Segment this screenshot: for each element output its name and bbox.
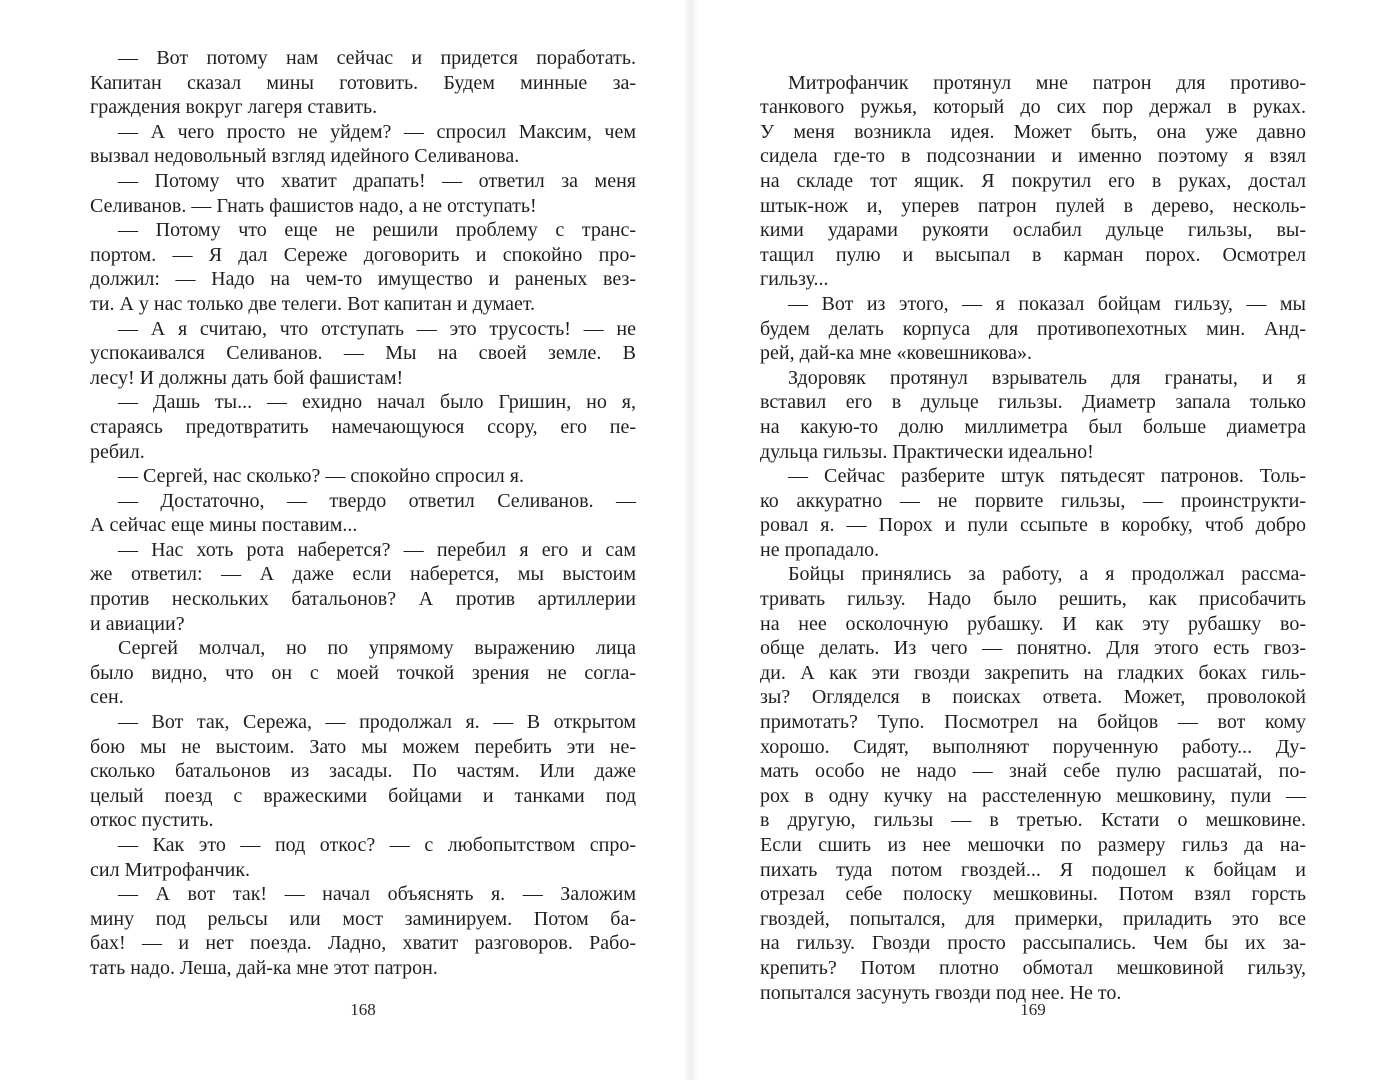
text-line: портом. — Я дал Сереже договорить и спокойно про-	[90, 243, 636, 266]
text-line: на нее осколочную рубашку. И как эту рубашку во-	[760, 612, 1306, 635]
text-line: танкового ружья, который до сих пор держал в руках.	[760, 96, 1306, 119]
text-line: сен.	[90, 686, 124, 709]
text-line: обще делать. Из чего — понятно. Для этого есть гвоз-	[760, 637, 1306, 660]
text-line: лесу! И должны дать бой фашистам!	[90, 366, 404, 389]
text-line: на какую-то долю миллиметра был больше диаметра	[760, 415, 1306, 438]
text-line: граждения вокруг лагеря ставить.	[90, 96, 378, 119]
text-line: же ответил: — А даже если наберется, мы выстоим	[90, 563, 636, 586]
text-line: было видно, что он с моей точкой зрения не согла-	[90, 661, 636, 684]
text-line: мать особо не надо — знай себе пулю расшатай, по-	[760, 760, 1306, 783]
text-line: должил: — Надо на чем-то имущество и раненых вез-	[90, 268, 636, 291]
text-line: сидела где-то в подсознании и именно поэтому я взял	[760, 145, 1306, 168]
text-line: ти. А у нас только две телеги. Вот капитан и думает.	[90, 292, 536, 315]
text-line: кими ударами рукояти ослабил дульце гильзы, вы-	[760, 219, 1306, 242]
text-line: Здоровяк протянул взрыватель для гранаты, и я	[788, 366, 1306, 389]
text-line: ровал я. — Порох и пули ссыпьте в коробку, чтоб добро	[760, 514, 1306, 537]
text-line: зы? Огляделся в поисках ответа. Может, проволокой	[760, 686, 1306, 709]
text-line: вызвал недовольный взгляд идейного Селиванова.	[90, 145, 520, 168]
text-line: — А я считаю, что отступать — это трусость! — не	[118, 317, 636, 340]
text-line: Селиванов. — Гнать фашистов надо, а не отступать!	[90, 194, 537, 217]
text-line: бах! — и нет поезда. Ладно, хватит разговоров. Рабо-	[90, 932, 636, 955]
text-line	[760, 46, 1306, 71]
text-line: тать надо. Леша, дай-ка мне этот патрон.	[90, 956, 438, 979]
right-page-text	[760, 46, 1306, 1005]
text-line: — А вот так! — начал объяснять я. — Заложим	[118, 883, 636, 906]
text-line: — А чего просто не уйдем? — спросил Максим, чем	[118, 120, 636, 143]
book-gutter	[683, 0, 699, 1080]
left-page-text	[90, 46, 636, 981]
text-line: на складе тот ящик. Я покрутил его в руках, достал	[760, 169, 1306, 192]
text-line: — Потому что еще не решили проблему с транс-	[118, 219, 636, 242]
left-page-number: 168	[350, 1000, 376, 1019]
text-line: гвоздей, попытался, для примерки, приладить это все	[760, 907, 1306, 930]
text-line: Если сшить из нее мешочки по размеру гильз да на-	[760, 834, 1306, 856]
text-line: хорошо. Сидят, выполняют порученную работу... Ду-	[760, 735, 1306, 758]
text-line: У меня возникла идея. Может быть, она уже давно	[760, 120, 1306, 143]
text-line: Бойцы принялись за работу, а я продолжал рассма-	[788, 563, 1306, 586]
text-line: тащил пулю и высыпал в карман порох. Осмотрел	[760, 243, 1306, 266]
left-page	[90, 46, 636, 1046]
text-line: против нескольких батальонов? А против артиллерии	[90, 588, 636, 611]
text-line: рох в одну кучку на расстеленную мешковину, пули —	[760, 784, 1306, 807]
text-line: сил Митрофанчик.	[90, 858, 251, 881]
text-line: — Достаточно, — твердо ответил Селиванов. —	[118, 489, 636, 512]
text-line: А сейчас еще мины поставим...	[90, 514, 358, 537]
text-line: — Сергей, нас сколько? — спокойно спросил я.	[118, 465, 524, 488]
text-line: отрезал себе полоску мешковины. Потом взял горсть	[760, 883, 1306, 906]
text-line: — Дашь ты... — ехидно начал было Гришин, но я,	[118, 391, 636, 414]
text-line: — Вот из этого, — я показал бойцам гильзу, — мы	[788, 292, 1306, 315]
text-line: бою мы не выстоим. Зато мы можем перебить эти не-	[90, 735, 636, 758]
text-line: не пропадало.	[760, 538, 880, 561]
text-line: попытался засунуть гвозди под нее. Не то.	[760, 981, 1122, 1004]
text-line: Митрофанчик протянул мне патрон для противо-	[788, 71, 1306, 94]
text-line: примотать? Тупо. Посмотрел на бойцов — вот кому	[760, 711, 1306, 734]
text-line: — Вот так, Сережа, — продолжал я. — В открытом	[118, 711, 636, 734]
text-line: сколько батальонов из засады. По частям. Или даже	[90, 760, 636, 783]
text-line: мину под рельсы или мост заминируем. Потом ба-	[90, 907, 636, 930]
text-line: Сергей молчал, но по упрямому выражению лица	[118, 637, 636, 660]
text-line: рей, дай-ка мне «ковешникова».	[760, 342, 1032, 365]
text-line: вставил его в дульце гильзы. Диаметр запала только	[760, 391, 1306, 414]
text-line: штык-нож и, уперев патрон пулей в дерево, несколь-	[760, 194, 1306, 217]
text-line: будем делать корпуса для противопехотных мин. Анд-	[760, 317, 1306, 340]
text-line: — Как это — под откос? — с любопытством спро-	[118, 834, 636, 856]
text-line: дульца гильзы. Практически идеально!	[760, 440, 1094, 463]
text-line: ребил.	[90, 440, 145, 463]
text-line: откос пустить.	[90, 809, 214, 832]
text-line: крепить? Потом плотно обмотал мешковиной гильзу,	[760, 956, 1306, 979]
text-line: — Вот потому нам сейчас и придется поработать.	[118, 47, 636, 69]
text-line: и авиации?	[90, 612, 185, 635]
text-line: на гильзу. Гвозди просто рассыпались. Чем бы их за-	[760, 932, 1306, 955]
text-line: стараясь предотвратить намечающуюся ссору, его пе-	[90, 415, 636, 438]
text-line: в другую, гильзы — в третью. Кстати о мешковине.	[760, 809, 1306, 832]
text-line: пихать туда потом гвоздей... Я подошел к бойцам и	[760, 858, 1306, 881]
text-line: — Нас хоть рота наберется? — перебил я его и сам	[118, 538, 636, 561]
text-line: — Потому что хватит драпать! — ответил за меня	[118, 169, 636, 192]
text-line: тривать гильзу. Надо было решить, как присобачить	[760, 588, 1306, 611]
text-line: гильзу...	[760, 268, 829, 291]
text-line: — Сейчас разберите штук пятьдесят патронов. Толь-	[788, 465, 1306, 488]
right-page	[760, 46, 1306, 1046]
text-line: целый поезд с вражескими бойцами и танками под	[90, 784, 636, 807]
right-page-number: 169	[1020, 1000, 1046, 1019]
text-line: ди. А как эти гвозди закрепить на гладких боках гиль-	[760, 661, 1306, 684]
text-line: ко аккуратно — не порвите гильзы, — проинструкти-	[760, 489, 1306, 512]
text-line: успокаивался Селиванов. — Мы на своей земле. В	[90, 342, 636, 365]
text-line: Капитан сказал мины готовить. Будем минные за-	[90, 71, 636, 94]
